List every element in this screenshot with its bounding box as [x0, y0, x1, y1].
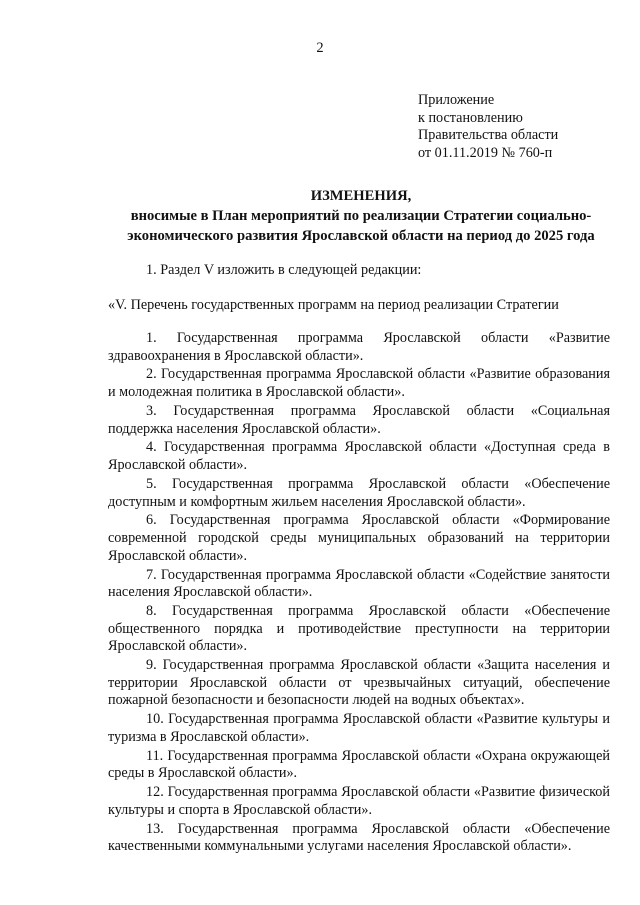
- annex-line: к постановлению: [418, 109, 523, 126]
- document-title: ИЗМЕНЕНИЯ,: [310, 188, 412, 204]
- list-item: 8. Государственная программа Ярославской области «Обеспечение общественного порядка и противодействие преступности на территории Ярославской области».: [108, 602, 610, 655]
- list-item: 11. Государственная программа Ярославской области «Охрана окружающей среды в Ярославской области».: [108, 747, 610, 782]
- list-item: 4. Государственная программа Ярославской области «Доступная среда в Ярославской области».: [108, 439, 610, 474]
- list-item: 12. Государственная программа Ярославской области «Развитие физической культуры и спорта в Ярославской области».: [108, 784, 610, 818]
- page-number: 2: [316, 40, 324, 56]
- intro-paragraph: 1. Раздел V изложить в следующей редакции:: [146, 262, 422, 278]
- list-item: 13. Государственная программа Ярославской области «Обеспечение качественными коммунальными услугами населения Ярославской области».: [108, 820, 610, 855]
- program-list: [108, 330, 610, 857]
- list-item: 7. Государственная программа Ярославской области «Содействие занятости населения Ярославской области».: [108, 566, 610, 601]
- annex-line: Приложение: [418, 92, 495, 108]
- list-item: 9. Государственная программа Ярославской области «Защита населения и территории Ярославской области от чрезвычайных ситуаций, обеспечение пожарной безопасности и безопасности людей на водных объектах».: [108, 657, 610, 709]
- annex-line: Правительства области: [418, 127, 559, 143]
- annex-line: от 01.11.2019 № 760-п: [418, 144, 553, 161]
- annex-block: [418, 92, 558, 162]
- list-item: 3. Государственная программа Ярославской области «Социальная поддержка населения Ярославской области».: [108, 402, 610, 437]
- list-item: 5. Государственная программа Ярославской области «Обеспечение доступным и комфортным жильем населения Ярославской области».: [108, 475, 610, 510]
- list-item: 10. Государственная программа Ярославской области «Развитие культуры и туризма в Ярославской области».: [108, 711, 610, 745]
- section-title: «V. Перечень государственных программ на период реализации Стратегии: [108, 297, 559, 313]
- list-item: 6. Государственная программа Ярославской области «Формирование современной городской среды муниципальных образований на территории Ярославской области».: [108, 512, 610, 564]
- document-subtitle-line: экономического развития Ярославской области на период до 2025 года: [127, 228, 595, 244]
- list-item: 2. Государственная программа Ярославской области «Развитие образования и молодежная политика в Ярославской области».: [108, 366, 610, 401]
- list-item: 1. Государственная программа Ярославской области «Развитие здравоохранения в Ярославской области».: [108, 330, 610, 364]
- document-subtitle-line: вносимые в План мероприятий по реализации Стратегии социально-: [130, 208, 592, 224]
